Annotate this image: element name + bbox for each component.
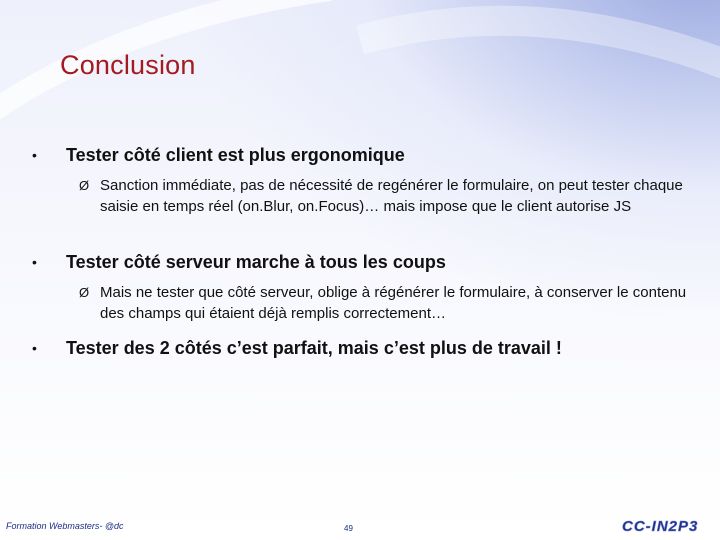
cc-in2p3-logo: [620, 515, 714, 537]
arrow-bullet-icon: Ø: [79, 178, 90, 193]
bullet-symbol: •: [32, 254, 37, 270]
bullet-symbol: •: [32, 147, 37, 163]
page-number: 49: [344, 524, 353, 533]
footer-credit: Formation Webmasters- @dc: [6, 521, 124, 531]
bullet-text: Tester côté serveur marche à tous les coups: [66, 252, 446, 272]
arrow-bullet-icon: Ø: [79, 285, 90, 300]
sub-bullet-text: Sanction immédiate, pas de nécessité de regénérer le formulaire, on peut tester chaque saisie en temps réel (on.Blur, on.Focus)… mais impose que le client autorise JS: [100, 177, 683, 215]
bullet-text: Tester des 2 côtés c’est parfait, mais c’est plus de travail !: [66, 338, 562, 358]
sub-bullet-text: Mais ne tester que côté serveur, oblige à régénérer le formulaire, à conserver le contenu des champs qui étaient déjà remplis correctement…: [100, 284, 687, 322]
logo-text: CC-IN2P3: [622, 518, 699, 535]
slide-title: Conclusion: [60, 50, 196, 80]
bullet-text: Tester côté client est plus ergonomique: [66, 145, 405, 165]
bullet-symbol: •: [32, 340, 37, 356]
